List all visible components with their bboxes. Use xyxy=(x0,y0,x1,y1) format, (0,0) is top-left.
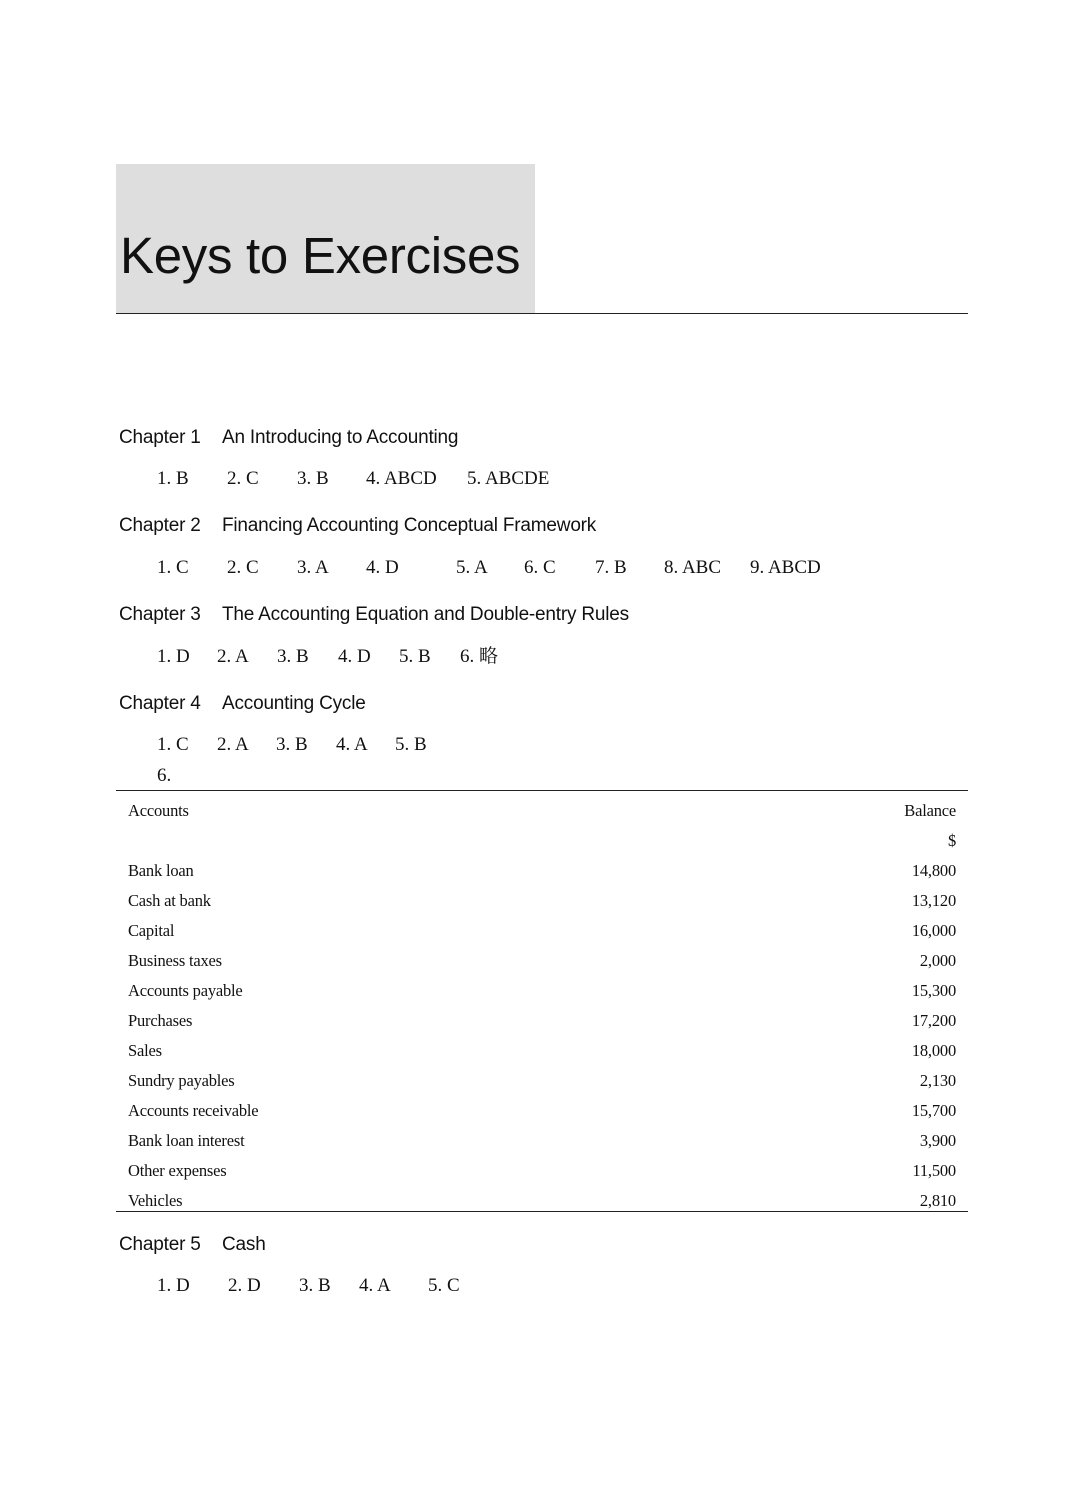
answer-item: 9. ABCD xyxy=(750,557,821,578)
answer-item: 3. B xyxy=(276,734,308,755)
table-row-account: Business taxes xyxy=(128,951,222,970)
table-row-balance: 15,700 xyxy=(911,1101,956,1120)
chapter-title: Accounting Cycle xyxy=(222,693,366,714)
table-row-balance: 3,900 xyxy=(919,1131,956,1150)
answer-item: 1. D xyxy=(157,1275,190,1296)
answer-item: 1. B xyxy=(157,468,189,489)
table-unit: $ xyxy=(947,831,956,850)
table-row-account: Cash at bank xyxy=(128,891,211,910)
table-row-account: Vehicles xyxy=(128,1191,183,1210)
chapter-title: An Introducing to Accounting xyxy=(222,427,459,448)
table-row-account: Accounts receivable xyxy=(128,1101,259,1120)
answer-item: 5. B xyxy=(395,734,427,755)
table-row-account: Other expenses xyxy=(128,1161,227,1180)
table-row-account: Sundry payables xyxy=(128,1071,235,1090)
answer-item: 2. A xyxy=(217,734,249,755)
chapter-number: Chapter 5 xyxy=(119,1234,201,1255)
answer-item: 3. B xyxy=(277,646,309,667)
answer-item: 4. D xyxy=(366,557,399,578)
chapter-title: Cash xyxy=(222,1234,266,1255)
title-divider xyxy=(116,313,968,314)
table-row-balance: 16,000 xyxy=(911,921,956,940)
answer-item: 4. D xyxy=(338,646,371,667)
answer-item: 5. B xyxy=(399,646,431,667)
answer-item: 3. A xyxy=(297,557,329,578)
chapter-4-heading xyxy=(119,692,366,716)
table-row-account: Sales xyxy=(128,1041,162,1060)
chapter-number: Chapter 1 xyxy=(119,427,201,448)
question-6-label: 6. xyxy=(157,765,172,786)
chapter-5-answers xyxy=(0,1274,1084,1300)
table-row-balance: 2,810 xyxy=(919,1191,956,1210)
chapter-number: Chapter 3 xyxy=(119,604,201,625)
answer-item: 3. B xyxy=(297,468,329,489)
chapter-2-answers xyxy=(0,556,1084,582)
answer-item: 6. C xyxy=(524,557,556,578)
chapter-number: Chapter 2 xyxy=(119,515,201,536)
table-row-account: Capital xyxy=(128,921,175,940)
table-bottom-rule xyxy=(116,1211,968,1212)
table-row-balance: 15,300 xyxy=(911,981,956,1000)
answer-item: 1. D xyxy=(157,646,190,667)
answer-item: 4. A xyxy=(336,734,368,755)
chapter-5-heading xyxy=(119,1233,266,1257)
table-top-rule xyxy=(116,790,968,791)
table-header-balance: Balance xyxy=(904,801,956,820)
table-row-account: Purchases xyxy=(128,1011,193,1030)
answer-item: 4. A xyxy=(359,1275,391,1296)
table-row-balance: 2,130 xyxy=(919,1071,956,1090)
table-row-balance: 11,500 xyxy=(912,1161,956,1180)
chapter-3-heading xyxy=(119,603,629,627)
chapter-1-answers xyxy=(0,467,1084,493)
table-row-balance: 17,200 xyxy=(911,1011,956,1030)
answer-item: 2. A xyxy=(217,646,249,667)
table-row-balance: 2,000 xyxy=(919,951,956,970)
chapter-3-answers xyxy=(0,645,1084,671)
table-row-account: Accounts payable xyxy=(128,981,243,1000)
answer-item: 2. D xyxy=(228,1275,261,1296)
chapter-title: The Accounting Equation and Double-entry Rules xyxy=(222,604,629,625)
answer-item: 2. C xyxy=(227,468,259,489)
table-row-balance: 13,120 xyxy=(911,891,956,910)
table-header-accounts: Accounts xyxy=(128,801,189,820)
chapter-title: Financing Accounting Conceptual Framework xyxy=(222,515,597,536)
answer-item: 8. ABC xyxy=(664,557,722,578)
table-row-balance: 18,000 xyxy=(911,1041,956,1060)
page-title: Keys to Exercises xyxy=(120,227,521,284)
answer-item: 5. C xyxy=(428,1275,460,1296)
table-row-balance: 14,800 xyxy=(911,861,956,880)
table-row-account: Bank loan xyxy=(128,861,194,880)
answer-item: 1. C xyxy=(157,734,189,755)
table-row-account: Bank loan interest xyxy=(128,1131,245,1150)
chapter-2-heading xyxy=(119,514,596,538)
chapter-1-heading xyxy=(119,426,458,450)
answer-item: 5. ABCDE xyxy=(467,468,550,489)
answer-item: 7. B xyxy=(595,557,627,578)
answer-item: 4. ABCD xyxy=(366,468,437,489)
chapter-number: Chapter 4 xyxy=(119,693,201,714)
answer-item: 3. B xyxy=(299,1275,331,1296)
chapter-4-answers xyxy=(0,733,1084,759)
answer-item: 6. 略 xyxy=(460,646,499,667)
answer-item: 1. C xyxy=(157,557,189,578)
answer-item: 2. C xyxy=(227,557,259,578)
answer-item: 5. A xyxy=(456,557,488,578)
